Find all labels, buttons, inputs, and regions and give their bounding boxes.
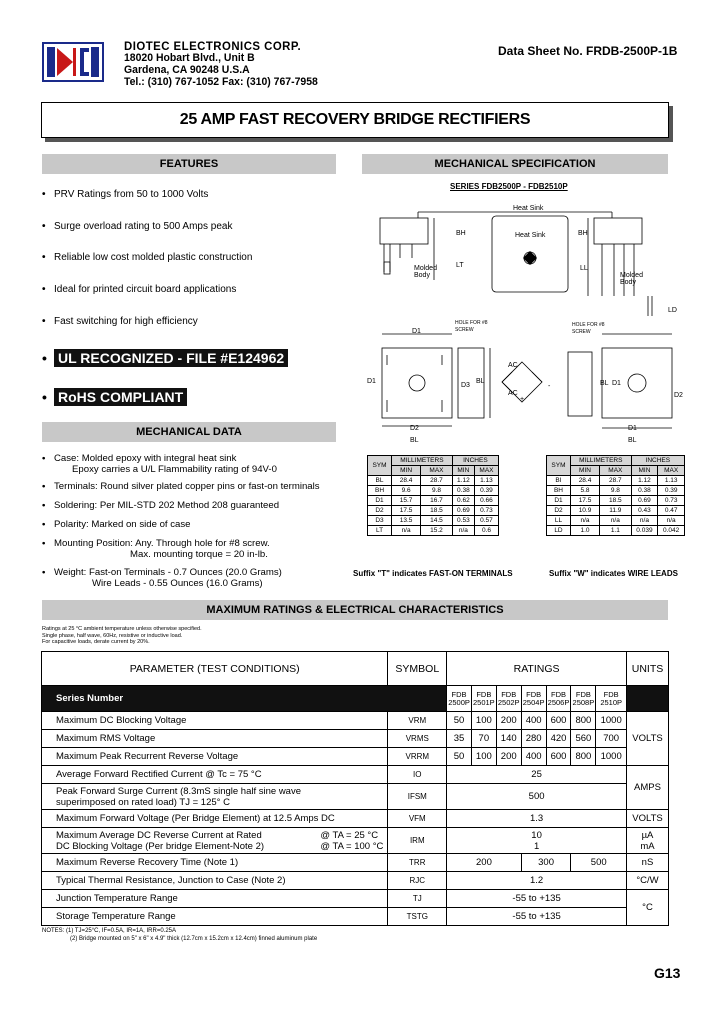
cell: 0.57 bbox=[474, 516, 498, 526]
value-cell: 800 bbox=[571, 712, 596, 730]
label-bh-left: BH bbox=[456, 230, 466, 237]
th-max: MAX bbox=[600, 466, 632, 476]
table-row bbox=[42, 890, 669, 908]
symbol-cell: TRR bbox=[388, 854, 447, 872]
mech-text: Soldering: Per MIL-STD 202 Method 208 guaranteed bbox=[54, 500, 280, 511]
cell: 14.5 bbox=[421, 516, 453, 526]
label-d1-vert: D1 bbox=[367, 378, 376, 385]
symbol-cell: VRM bbox=[388, 712, 447, 730]
value-cell: 800 bbox=[571, 748, 596, 766]
th-min: MIN bbox=[631, 466, 658, 476]
mech-text: Polarity: Marked on side of case bbox=[54, 519, 191, 530]
label-d1-bottom: D1 bbox=[628, 425, 637, 432]
symbol-cell: VRMS bbox=[388, 730, 447, 748]
company-name: DIOTEC ELECTRONICS CORP. bbox=[124, 39, 302, 53]
value-cell: 1.3 bbox=[447, 810, 627, 828]
label-bl-bottom: BL bbox=[628, 437, 637, 444]
cell: 9.8 bbox=[600, 486, 632, 496]
value-cell: 1000 bbox=[596, 748, 627, 766]
value-cell: 500 bbox=[447, 784, 627, 810]
mech-item-polarity: • Polarity: Marked on side of case bbox=[42, 519, 191, 530]
cell: 0.039 bbox=[631, 526, 658, 536]
label-minus: - bbox=[548, 383, 551, 390]
label-d3: D3 bbox=[461, 382, 470, 389]
table-row bbox=[42, 908, 669, 926]
value-cell: -55 to +135 bbox=[447, 890, 627, 908]
cell: 1.13 bbox=[658, 476, 685, 486]
cell: 1.1 bbox=[600, 526, 632, 536]
cell: 0.69 bbox=[452, 506, 474, 516]
param-cell: Storage Temperature Range bbox=[42, 908, 388, 926]
suffix-t-note: Suffix "T" indicates FAST-ON TERMINALS bbox=[353, 569, 513, 578]
cell: 1.12 bbox=[452, 476, 474, 486]
cell: 18.5 bbox=[421, 506, 453, 516]
cell: 0.62 bbox=[452, 496, 474, 506]
cell: 0.73 bbox=[474, 506, 498, 516]
mech-item-case: • Case: Molded epoxy with integral heat sink Epoxy carries a U/L Flammability rating of 94V-0 bbox=[42, 453, 277, 475]
ul-bullet: • bbox=[42, 350, 47, 366]
cell: LL bbox=[547, 516, 571, 526]
th-min: MIN bbox=[570, 466, 599, 476]
label-d2-right: D2 bbox=[674, 392, 683, 399]
cell: 15.7 bbox=[392, 496, 421, 506]
company-address-2: Gardena, CA 90248 U.S.A bbox=[124, 64, 250, 76]
cell: 11.9 bbox=[600, 506, 632, 516]
param-cell: Typical Thermal Resistance, Junction to Case (Note 2) bbox=[42, 872, 388, 890]
table-row bbox=[547, 476, 685, 486]
cell: n/a bbox=[658, 516, 685, 526]
ratings-table bbox=[41, 651, 669, 926]
feature-item: • PRV Ratings from 50 to 1000 Volts bbox=[42, 189, 209, 200]
mech-text: Terminals: Round silver plated copper pins or fast-on terminals bbox=[54, 481, 320, 492]
unit-cell: AMPS bbox=[626, 766, 668, 810]
label-bh-right: BH bbox=[578, 230, 588, 237]
value-cell: 35 bbox=[447, 730, 472, 748]
page-title bbox=[41, 102, 669, 138]
suffix-w-note: Suffix "W" indicates WIRE LEADS bbox=[549, 569, 678, 578]
cell: D2 bbox=[547, 506, 571, 516]
table-row bbox=[42, 712, 669, 730]
cell: 17.5 bbox=[392, 506, 421, 516]
table-row bbox=[42, 810, 669, 828]
value-cell: 700 bbox=[596, 730, 627, 748]
cell: BL bbox=[368, 476, 392, 486]
value-cell: 25 bbox=[447, 766, 627, 784]
unit-cell: VOLTS bbox=[626, 810, 668, 828]
page-number: G13 bbox=[654, 965, 681, 981]
cell: 0.6 bbox=[474, 526, 498, 536]
th-in: INCHES bbox=[452, 456, 498, 466]
th-symbol: SYMBOL bbox=[388, 652, 447, 686]
symbol-cell: IFSM bbox=[388, 784, 447, 810]
value-cell: 600 bbox=[546, 712, 571, 730]
note-1: NOTES: (1) TJ=25°C, IF=0.5A, IR=1A, IRR=0.25A bbox=[42, 928, 177, 934]
series-cell: FDB 2504P bbox=[521, 686, 546, 712]
ratings-heading: MAXIMUM RATINGS & ELECTRICAL CHARACTERISTICS bbox=[42, 600, 668, 620]
mech-text: Wire Leads - 0.55 Ounces (16.0 Grams) bbox=[92, 578, 263, 589]
table-row bbox=[368, 476, 499, 486]
cell: 9.8 bbox=[421, 486, 453, 496]
series-cell: FDB 2501P bbox=[471, 686, 496, 712]
condition-line: Ratings at 25 °C ambient temperature unless otherwise specified. bbox=[42, 626, 202, 632]
param-cell: Maximum Forward Voltage (Per Bridge Element) at 12.5 Amps DC bbox=[42, 810, 388, 828]
th-max: MAX bbox=[421, 466, 453, 476]
cell: 16.7 bbox=[421, 496, 453, 506]
table-row bbox=[368, 526, 499, 536]
cell: BH bbox=[547, 486, 571, 496]
label-bl-right: BL bbox=[600, 380, 609, 387]
param-cell: Average Forward Rectified Current @ Tc = 75 °C bbox=[42, 766, 388, 784]
mech-text: Weight: Fast-on Terminals - 0.7 Ounces (20.0 Grams) bbox=[54, 567, 282, 578]
param-cell: Maximum Reverse Recovery Time (Note 1) bbox=[42, 854, 388, 872]
table-row bbox=[368, 506, 499, 516]
cell: n/a bbox=[570, 516, 599, 526]
cell: 28.7 bbox=[421, 476, 453, 486]
ul-recognized-badge: UL RECOGNIZED - FILE #E124962 bbox=[54, 349, 288, 367]
datasheet-number: Data Sheet No. FRDB-2500P-1B bbox=[498, 44, 678, 58]
feature-item: • Ideal for printed circuit board applications bbox=[42, 284, 237, 295]
label-d1-right: D1 bbox=[612, 380, 621, 387]
value-cell: 100 bbox=[471, 748, 496, 766]
th-ratings: RATINGS bbox=[447, 652, 627, 686]
param-cell: Maximum DC Blocking Voltage bbox=[42, 712, 388, 730]
feature-text: Surge overload rating to 500 Amps peak bbox=[54, 221, 233, 232]
dim-table-right bbox=[546, 455, 685, 536]
cell: 28.4 bbox=[570, 476, 599, 486]
table-row bbox=[547, 516, 685, 526]
package-side-views bbox=[362, 196, 668, 330]
company-address-1: 18020 Hobart Blvd., Unit B bbox=[124, 52, 255, 64]
cell: 15.2 bbox=[421, 526, 453, 536]
value-line: 10 bbox=[531, 829, 542, 841]
value-cell: 420 bbox=[546, 730, 571, 748]
symbol-cell: IRM bbox=[388, 828, 447, 854]
cell: BH bbox=[368, 486, 392, 496]
series-cell: FDB 2502P bbox=[496, 686, 521, 712]
label-ac2: AC bbox=[508, 390, 518, 397]
th-in: INCHES bbox=[631, 456, 684, 466]
value-cell: -55 to +135 bbox=[447, 908, 627, 926]
mounting-hole-icon bbox=[523, 251, 537, 265]
value-cell: 200 bbox=[447, 854, 521, 872]
cell: n/a bbox=[392, 526, 421, 536]
label-ac1: AC bbox=[508, 362, 518, 369]
label-heat-sink: Heat Sink bbox=[513, 205, 544, 212]
mechanical-data-heading: MECHANICAL DATA bbox=[42, 422, 336, 442]
cell: LT bbox=[368, 526, 392, 536]
cell: 1.13 bbox=[474, 476, 498, 486]
cell: 0.69 bbox=[631, 496, 658, 506]
cell: 18.5 bbox=[600, 496, 632, 506]
feature-text: PRV Ratings from 50 to 1000 Volts bbox=[54, 189, 209, 200]
symbol-cell: RJC bbox=[388, 872, 447, 890]
unit-cell: °C bbox=[626, 890, 668, 926]
dim-table-left bbox=[367, 455, 499, 536]
cell: n/a bbox=[600, 516, 632, 526]
cell: 0.43 bbox=[631, 506, 658, 516]
cell: 10.9 bbox=[570, 506, 599, 516]
label-ll: LL bbox=[580, 265, 588, 272]
value-cell: 70 bbox=[471, 730, 496, 748]
label-hole-left: HOLE FOR #8 SCREW bbox=[455, 320, 488, 333]
label-plus: + bbox=[520, 396, 525, 403]
label-lt: LT bbox=[456, 262, 464, 269]
symbol-cell: TJ bbox=[388, 890, 447, 908]
value-cell: 140 bbox=[496, 730, 521, 748]
symbol-cell: VFM bbox=[388, 810, 447, 828]
cell: 0.53 bbox=[452, 516, 474, 526]
value-cell: 1000 bbox=[596, 712, 627, 730]
value-cell: 50 bbox=[447, 748, 472, 766]
th-mm: MILLIMETERS bbox=[392, 456, 453, 466]
param-line: superimposed on rated load) TJ = 125° C bbox=[56, 796, 230, 808]
param-cell: Junction Temperature Range bbox=[42, 890, 388, 908]
table-row bbox=[547, 506, 685, 516]
th-min: MIN bbox=[452, 466, 474, 476]
cell: 0.73 bbox=[658, 496, 685, 506]
th-sym: SYM bbox=[547, 456, 571, 476]
th-units: UNITS bbox=[626, 652, 668, 686]
symbol-cell: IO bbox=[388, 766, 447, 784]
label-molded-body-left: Molded Body bbox=[414, 265, 437, 279]
label-bl-mid: BL bbox=[476, 378, 485, 385]
label-heat-sink-inner: Heat Sink bbox=[515, 232, 546, 239]
value-cell: 200 bbox=[496, 748, 521, 766]
table-row bbox=[42, 784, 669, 810]
feature-text: Ideal for printed circuit board applications bbox=[54, 284, 237, 295]
param-line: Maximum Average DC Reverse Current at Rated bbox=[56, 829, 262, 841]
value-cell: 280 bbox=[521, 730, 546, 748]
series-cell: FDB 2510P bbox=[596, 686, 627, 712]
table-row bbox=[42, 872, 669, 890]
value-line: 1 bbox=[533, 840, 540, 852]
feature-item: • Surge overload rating to 500 Amps peak bbox=[42, 221, 233, 232]
cell: 13.5 bbox=[392, 516, 421, 526]
series-cell: FDB 2500P bbox=[447, 686, 472, 712]
value-cell: 600 bbox=[546, 748, 571, 766]
mech-text: Case: Molded epoxy with integral heat sink bbox=[54, 453, 237, 464]
cell: 28.7 bbox=[600, 476, 632, 486]
symbol-cell: TSTG bbox=[388, 908, 447, 926]
th-min: MIN bbox=[392, 466, 421, 476]
value-cell: 560 bbox=[571, 730, 596, 748]
table-row bbox=[368, 516, 499, 526]
ratings-conditions bbox=[42, 626, 202, 646]
param-cell: Maximum RMS Voltage bbox=[42, 730, 388, 748]
param-line: DC Blocking Voltage (Per bridge Element-Note 2) bbox=[56, 840, 265, 852]
series-label: Series Number bbox=[42, 686, 447, 712]
table-row bbox=[547, 526, 685, 536]
unit-cell: nS bbox=[626, 854, 668, 872]
cell: 0.38 bbox=[452, 486, 474, 496]
rohs-bullet: • bbox=[42, 389, 47, 405]
cell: 0.39 bbox=[658, 486, 685, 496]
table-row bbox=[547, 486, 685, 496]
table-row bbox=[547, 496, 685, 506]
cell: 17.5 bbox=[570, 496, 599, 506]
unit-cell: VOLTS bbox=[626, 712, 668, 766]
cell: 0.47 bbox=[658, 506, 685, 516]
mech-item-terminals: • Terminals: Round silver plated copper pins or fast-on terminals bbox=[42, 481, 320, 492]
th-max: MAX bbox=[474, 466, 498, 476]
th-mm: MILLIMETERS bbox=[570, 456, 631, 466]
table-row bbox=[368, 496, 499, 506]
table-row bbox=[42, 730, 669, 748]
series-label: SERIES FDB2500P - FDB2510P bbox=[450, 182, 568, 191]
cell: D2 bbox=[368, 506, 392, 516]
unit-line: mA bbox=[640, 840, 655, 852]
param-cell: Maximum Peak Recurrent Reverse Voltage bbox=[42, 748, 388, 766]
label-molded-body-right: Molded Body bbox=[620, 272, 643, 286]
condition-line: For capacitive loads, derate current by 20%. bbox=[42, 639, 150, 645]
value-cell: 400 bbox=[521, 712, 546, 730]
series-cell: FDB 2508P bbox=[571, 686, 596, 712]
cell: 5.8 bbox=[570, 486, 599, 496]
table-row bbox=[42, 766, 669, 784]
cell: D3 bbox=[368, 516, 392, 526]
cell: 9.6 bbox=[392, 486, 421, 496]
unit-cell: °C/W bbox=[626, 872, 668, 890]
mech-item-soldering: • Soldering: Per MIL-STD 202 Method 208 guaranteed bbox=[42, 500, 280, 511]
series-cell: FDB 2506P bbox=[546, 686, 571, 712]
label-d1-left: D1 bbox=[412, 328, 421, 335]
symbol-cell: VRRM bbox=[388, 748, 447, 766]
unit-line: µA bbox=[641, 829, 654, 841]
label-hole-right: HOLE FOR #8 SCREW bbox=[572, 322, 605, 335]
label-d2-left: D2 bbox=[410, 425, 419, 432]
table-row bbox=[42, 828, 669, 854]
mech-text: Mounting Position: Any. Through hole for #8 screw. bbox=[54, 538, 270, 549]
cell: 0.39 bbox=[474, 486, 498, 496]
cell: BI bbox=[547, 476, 571, 486]
feature-item: • Reliable low cost molded plastic construction bbox=[42, 252, 253, 263]
param-line: Peak Forward Surge Current (8.3mS single half sine wave bbox=[56, 785, 302, 797]
value-cell: 50 bbox=[447, 712, 472, 730]
value-cell: 300 bbox=[521, 854, 571, 872]
th-sym: SYM bbox=[368, 456, 392, 476]
condition-line: Single phase, half wave, 60Hz, resistive or inductive load. bbox=[42, 632, 183, 639]
company-info bbox=[124, 40, 318, 88]
cell: 0.38 bbox=[631, 486, 658, 496]
cell: 1.0 bbox=[570, 526, 599, 536]
cell: D1 bbox=[368, 496, 392, 506]
units-blank bbox=[626, 686, 668, 712]
diotec-logo-icon bbox=[44, 44, 102, 80]
label-bl-left: BL bbox=[410, 437, 419, 444]
mech-item-mounting: • Mounting Position: Any. Through hole for #8 screw. Max. mounting torque = 20 in-lb. bbox=[42, 538, 270, 560]
mech-text: Max. mounting torque = 20 in-lb. bbox=[130, 549, 268, 560]
value-cell: 200 bbox=[496, 712, 521, 730]
footnotes bbox=[42, 927, 317, 943]
condition-25: @ TA = 25 °C bbox=[320, 830, 379, 841]
cell: n/a bbox=[452, 526, 474, 536]
cell: n/a bbox=[631, 516, 658, 526]
value-cell: 400 bbox=[521, 748, 546, 766]
label-ld: LD bbox=[668, 307, 677, 314]
cell: D1 bbox=[547, 496, 571, 506]
rohs-badge: RoHS COMPLIANT bbox=[54, 388, 187, 406]
cell: 0.66 bbox=[474, 496, 498, 506]
value-cell: 1.2 bbox=[447, 872, 627, 890]
feature-text: Fast switching for high efficiency bbox=[54, 316, 198, 327]
note-2: (2) Bridge mounted on 5" x 6" x 4.9" thick (12.7cm x 15.2cm x 12.4cm) finned aluminum plate bbox=[70, 936, 318, 942]
cell: LD bbox=[547, 526, 571, 536]
mech-text: Epoxy carries a U/L Flammability rating of 94V-0 bbox=[72, 464, 277, 475]
value-cell: 100 bbox=[471, 712, 496, 730]
feature-item: • Fast switching for high efficiency bbox=[42, 316, 198, 327]
features-heading: FEATURES bbox=[42, 154, 336, 174]
th-parameter: PARAMETER (TEST CONDITIONS) bbox=[42, 652, 388, 686]
cell: 28.4 bbox=[392, 476, 421, 486]
th-max: MAX bbox=[658, 466, 685, 476]
title-text: 25 AMP FAST RECOVERY BRIDGE RECTIFIERS bbox=[179, 111, 531, 128]
company-contact: Tel.: (310) 767-1052 Fax: (310) 767-7958 bbox=[124, 76, 318, 88]
table-row bbox=[42, 854, 669, 872]
mech-item-weight: • Weight: Fast-on Terminals - 0.7 Ounces (20.0 Grams) Wire Leads - 0.55 Ounces (16.0 Grams) bbox=[42, 567, 282, 589]
value-cell: 500 bbox=[571, 854, 627, 872]
cell: 0.042 bbox=[658, 526, 685, 536]
condition-100: @ TA = 100 °C bbox=[320, 841, 384, 852]
series-row bbox=[42, 686, 669, 712]
table-row bbox=[42, 748, 669, 766]
mechanical-spec-heading: MECHANICAL SPECIFICATION bbox=[362, 154, 668, 174]
company-logo bbox=[42, 42, 104, 82]
table-header-row bbox=[42, 652, 669, 686]
table-row bbox=[368, 486, 499, 496]
cell: 1.12 bbox=[631, 476, 658, 486]
feature-text: Reliable low cost molded plastic construction bbox=[54, 252, 253, 263]
